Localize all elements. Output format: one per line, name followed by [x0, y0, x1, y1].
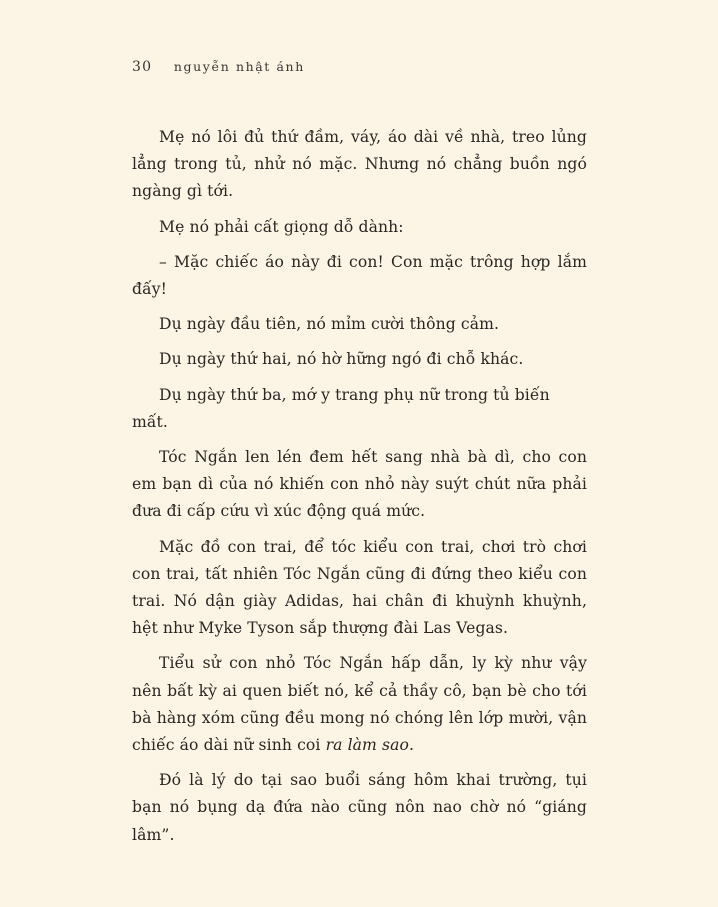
running-head [132, 59, 305, 75]
paragraph: Mặc đồ con trai, để tóc kiểu con trai, chơi trò chơi con trai, tất nhiên Tóc Ngắn cũng đi đứng theo kiểu con trai. Nó dận giày Adidas, hai chân đi khuỳnh khuỳnh, hệt như Myke Tyson sắp thượng đài Las Vegas. [132, 537, 587, 638]
paragraph: Mẹ nó lôi đủ thứ đầm, váy, áo dài về nhà, treo lủng lẳng trong tủ, nhử nó mặc. Nhưng nó chẳng buồn ngó ngàng gì tới. [132, 128, 587, 201]
paragraph: Mẹ nó phải cất giọng dỗ dành: [159, 217, 404, 236]
body-text [132, 124, 587, 857]
italic-phrase: ra làm sao [325, 736, 409, 755]
paragraph: Dụ ngày đầu tiên, nó mỉm cười thông cảm. [159, 315, 500, 334]
paragraph: Tóc Ngắn len lén đem hết sang nhà bà dì, cho con em bạn dì của nó khiến con nhỏ này suýt chút nữa phải đưa đi cấp cứu vì xúc động quá mức. [132, 448, 587, 521]
paragraph-text: Tiểu sử con nhỏ Tóc Ngắn hấp dẫn, ly kỳ như vậy nên bất kỳ ai quen biết nó, kể cả thầy cô, bạn bè cho tới bà hàng xóm cũng đều mong nó chóng lên lớp mười, vận chiếc áo dài nữ sinh coi [132, 654, 587, 755]
paragraph: Đó là lý do tại sao buổi sáng hôm khai trường, tụi bạn nó bụng dạ đứa nào cũng nôn nao chờ nó “giáng lâm”. [132, 771, 587, 844]
paragraph: Dụ ngày thứ ba, mớ y trang phụ nữ trong tủ biến mất. [132, 385, 550, 431]
paragraph: Dụ ngày thứ hai, nó hờ hững ngó đi chỗ khác. [159, 350, 524, 369]
page-number: 30 [132, 59, 153, 75]
author-name: nguyễn nhật ánh [173, 59, 305, 74]
paragraph [132, 650, 587, 759]
dialogue-line: – Mặc chiếc áo này đi con! Con mặc trông hợp lắm đấy! [132, 252, 587, 299]
paragraph-end: . [409, 736, 415, 755]
